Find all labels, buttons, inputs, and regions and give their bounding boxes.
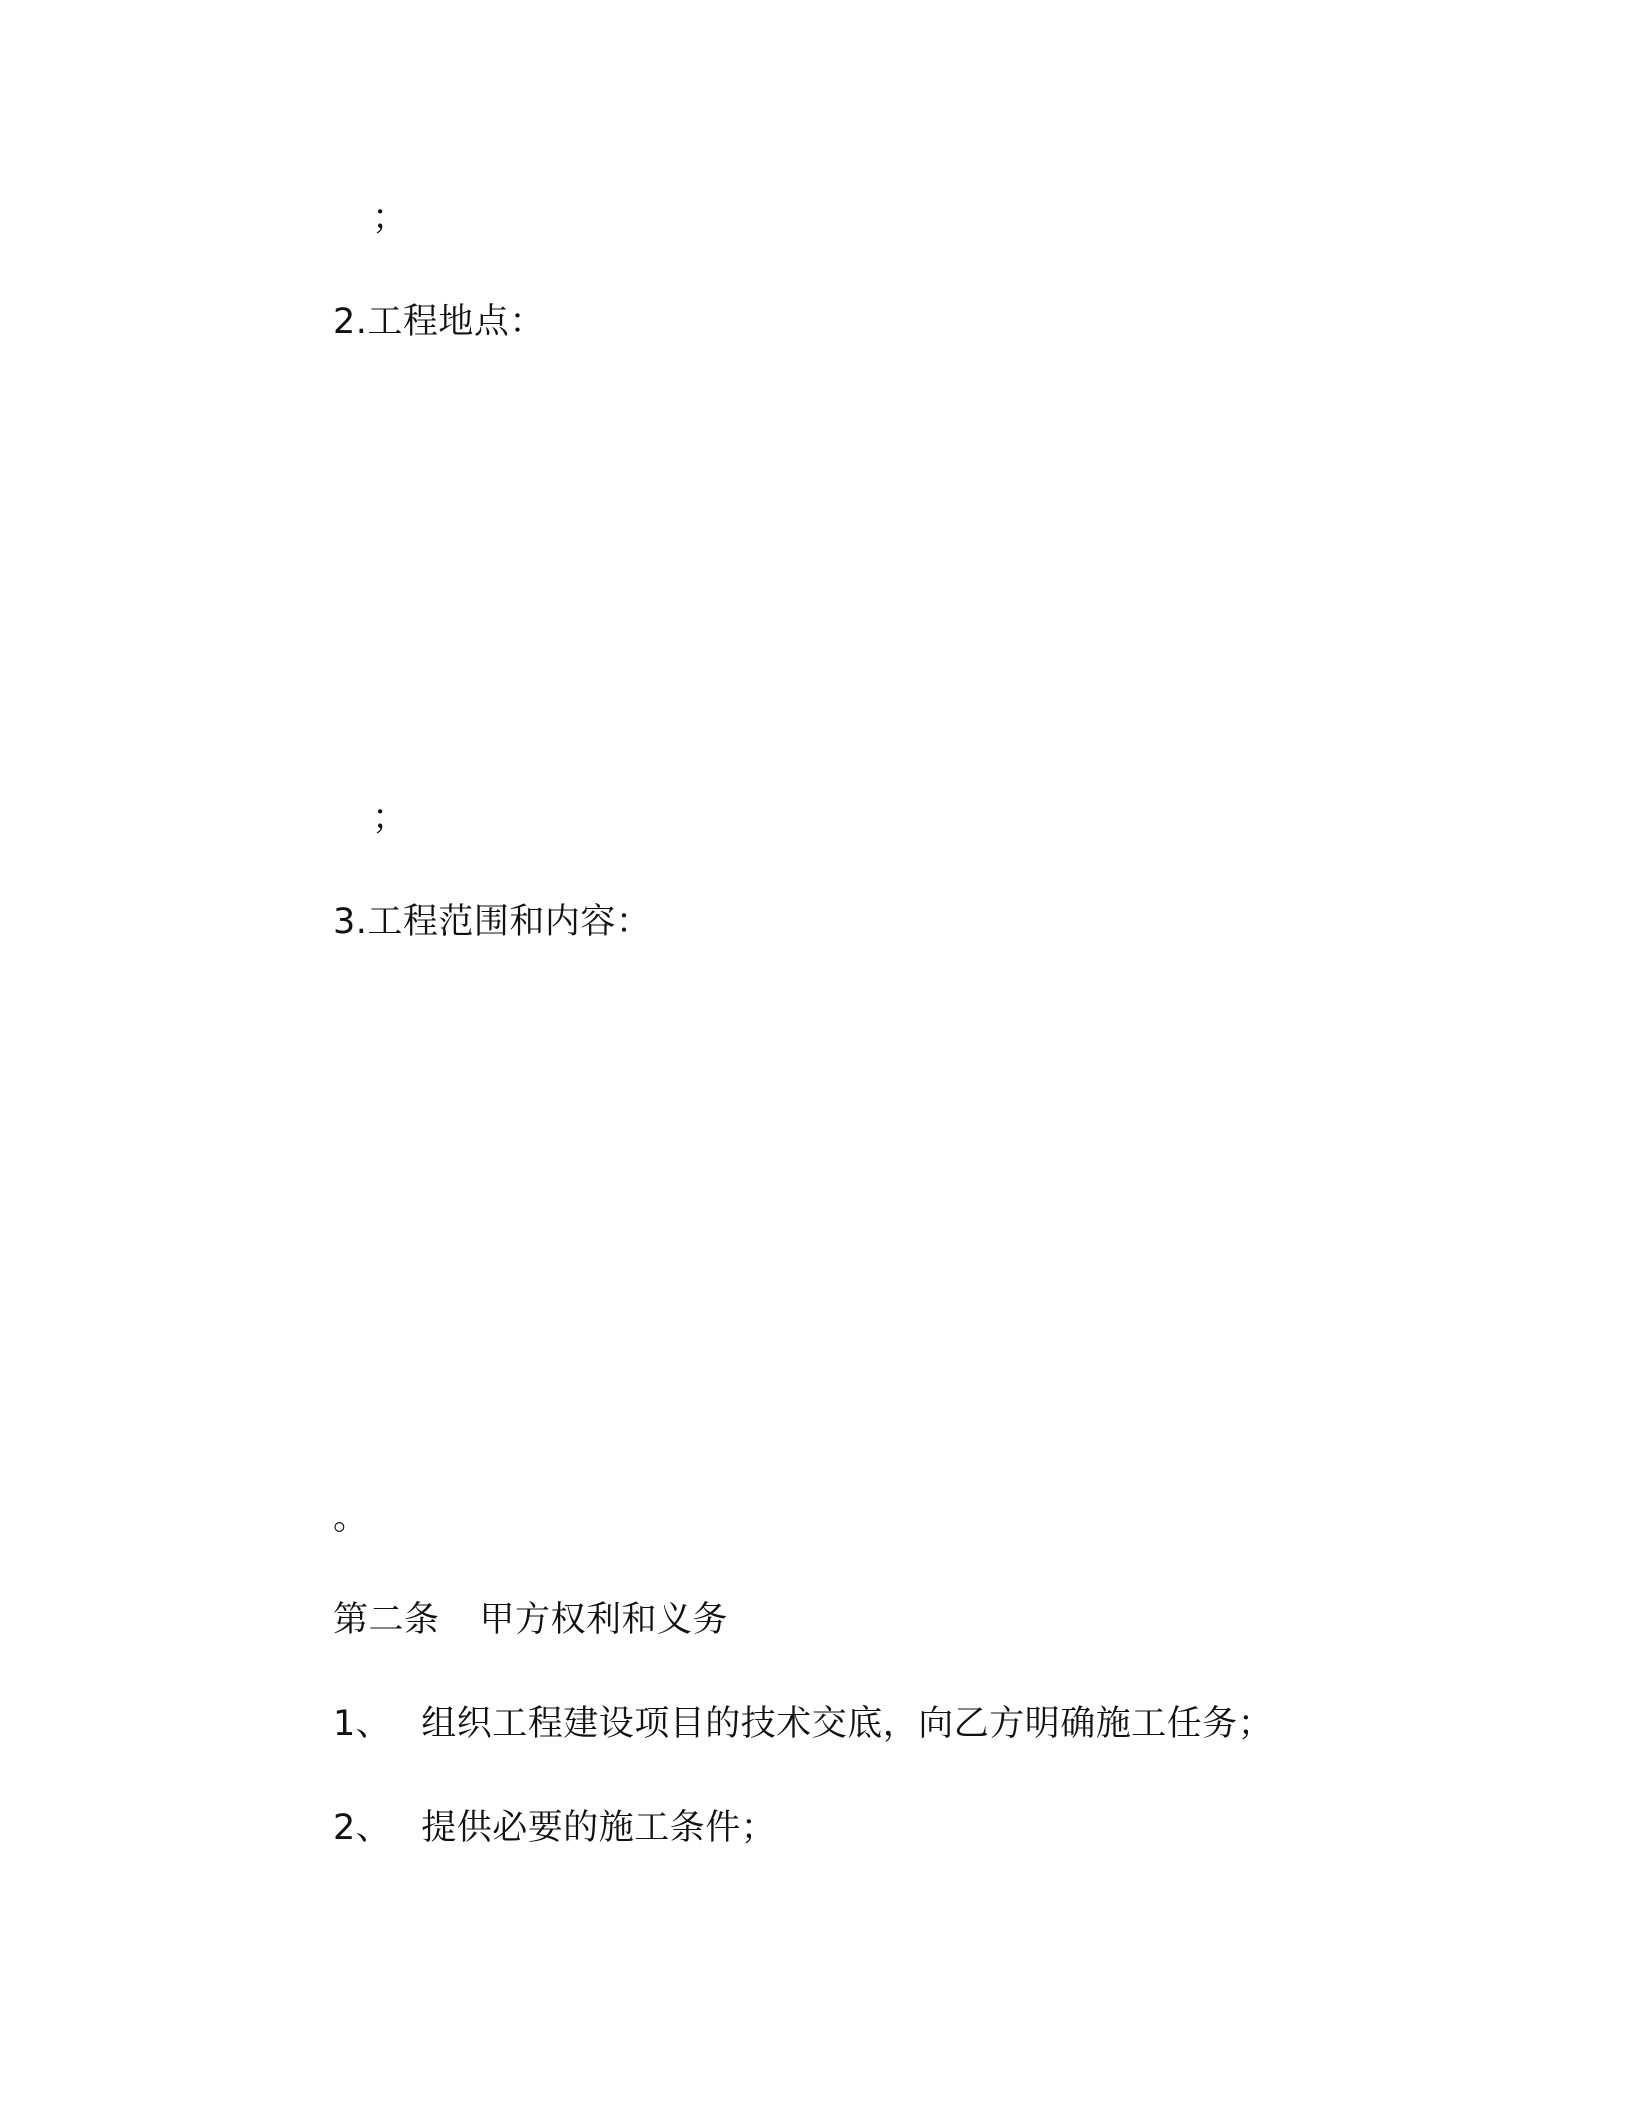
blank-line-semicolon: ； bbox=[372, 198, 408, 238]
blank-line-semicolon: ； bbox=[372, 798, 408, 838]
duty-text: 组织工程建设项目的技术交底，向乙方明确施工任务； bbox=[421, 1704, 1274, 1744]
blank-line-period: 。 bbox=[333, 1498, 369, 1538]
project-location-label: 2.工程地点： bbox=[333, 302, 545, 342]
duty-item bbox=[333, 1702, 1273, 1746]
article-number: 第二条 bbox=[333, 1600, 440, 1640]
duty-number: 2、 bbox=[333, 1808, 392, 1848]
article-title: 甲方权利和义务 bbox=[479, 1600, 729, 1640]
duty-number: 1、 bbox=[333, 1704, 392, 1744]
duty-item bbox=[333, 1806, 776, 1850]
article-heading bbox=[333, 1598, 728, 1642]
duty-text: 提供必要的施工条件； bbox=[421, 1808, 777, 1848]
project-scope-label: 3.工程范围和内容： bbox=[333, 902, 652, 942]
